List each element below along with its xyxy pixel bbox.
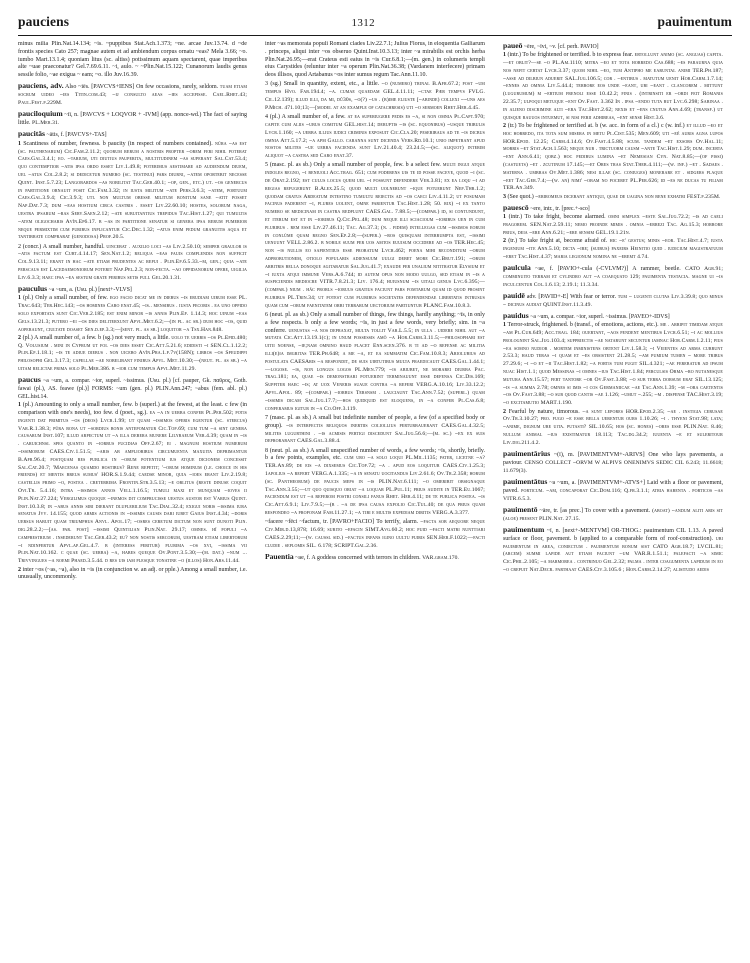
page-number: 1312 xyxy=(351,17,376,29)
entry-body: ~āre, tr. [as prec.] To cover with a pavement. xyxy=(539,507,651,514)
entry-headword: Pauentia xyxy=(264,552,294,561)
header-rule xyxy=(18,35,732,36)
entry-body: adv. [PAVID+-E] With fear or terror. xyxy=(526,293,617,300)
running-head-left: pauciens xyxy=(18,14,70,29)
entry-body: ~a ~um, a. [PAVIMENTVM+-ATVS+] Laid with a floor or pavement, paved. xyxy=(502,479,723,494)
entry-citations: ubi pauimentum in area, coniectum . pauimentum bonum sist CATO Agr.18.7; LVCIL.81; (arcem) summi lapide aut etiam faciunt ~um VAR.R.1.51.1; palefacti ~a simic Cic.Phil.2.105; ~a marmorea . contrinuo Gel.2.32; palma . inter coagumenta lapidum in eo ~o crepuit Nat.Decr. parthaat CAES.Civ.3.105.6 ; Hon.Carm.2.14.27; alisitudo aedis xyxy=(502,535,723,573)
entry xyxy=(503,203,723,262)
sense-text: 2 (concr.) A small number, handful. xyxy=(18,243,105,250)
sense-text: 8 (neut. pl. as sb.) A small unspecified number of words, a few words; ~īs, shortly, briefly. b a few points, examples, etc. xyxy=(264,447,485,462)
entry xyxy=(18,284,247,374)
sense-citations: ~eriromeus dicebant antiqui, quae de uagina non bene exhatri FEST.p.235M. xyxy=(535,193,721,200)
running-head-right: pauimentum xyxy=(657,14,732,29)
column-1 xyxy=(18,41,256,946)
entry-headword: pauimentātus xyxy=(502,476,548,486)
sense-text: 5 (masc. pl. as sb.) Only a small number of people, few. b a select few. xyxy=(264,162,441,169)
sense-citations: omni simplex ~este Sal.Jug.72.2; ~is ad caeli fragorem. SEN.Nat.2.59.11; nemo proinde mimis . omnia ~errezi Tac. Ag.15.3; horrore prius, deia ~ere Ann.6.21; ~ere sensim GEL.19.1.21n. xyxy=(502,214,723,236)
sense-citations: uolo te uerbis ~os Pl.Epid.480; Q. Volusium . mini in Cyprum ut fol ~os dies esset Cic.Att.5.21.6; edidisti ~i SEN.Cl.1.12.2; Plin.Ep.1.18.1; ~is te adiue diebus . non uicebo Avīn.Pra.1.p.7v(158N); libros ~os Speudippi philosophi Gel.3.17.3; capellae ~ae nobelibant finibus Apvl. Met.10.30;—(neut. pl. as sb.) ~a uitam relictae prima solo Pl.Mer.386. b ~ior cum tempus Apvl.Met.11.29. xyxy=(18,334,247,373)
entry-headword: paucus xyxy=(18,375,41,385)
entry-headword: pauciens, adv. xyxy=(18,81,64,91)
entry xyxy=(265,552,485,563)
sense xyxy=(18,567,247,583)
sense xyxy=(503,123,723,193)
entry-headword: pauimentārius xyxy=(502,449,551,459)
entry-etymology: ~a ~um, a. (Usu. pl.) [next+-VLVS] xyxy=(48,287,132,294)
sense-text: 7 (masc. pl. as sb.) A small but indefinite number of people, a few (of a specified body or group). xyxy=(264,414,485,429)
sense-number: 2 xyxy=(18,566,21,573)
sense-text: 4 (pl.) A small number of, a few. xyxy=(264,114,346,121)
entry-citations: (aboat) ~andum aliti aris sit (aloe) present PLIN.Nat. 27.15. xyxy=(502,507,723,522)
entry xyxy=(265,448,485,518)
entry xyxy=(503,525,723,575)
entry-body: ~ae, f. [PAVIO+-cula (-CVLVM?)] A rammer, beetle. xyxy=(535,266,681,273)
entry-headword: pauciloquium xyxy=(18,109,63,119)
entry xyxy=(265,519,485,550)
entry xyxy=(18,109,247,128)
entry xyxy=(18,81,247,107)
entry-etymology: ~ēre, ~īvi, ~v. [cf. perh. PAVIO] xyxy=(523,44,599,50)
entry-headword: pauimentum xyxy=(502,524,545,534)
sense xyxy=(503,214,723,237)
sense-number: 2 xyxy=(502,408,506,415)
sense-text: Fearful by nature, timorous. xyxy=(508,408,580,415)
sense xyxy=(18,141,247,242)
sense xyxy=(18,402,247,566)
entry xyxy=(503,41,723,201)
sense-number: 2 xyxy=(18,334,21,341)
entry xyxy=(265,81,485,112)
sense xyxy=(503,409,723,448)
entry xyxy=(503,291,723,310)
entry-body: ~iī, n. [PAVCVS + LOQVOR + -IVM] (app. nonce-wd.) The fact of saying little. xyxy=(18,112,247,127)
sense-text: 3 (sg.) Small in quantity, extent, etc., a little. xyxy=(264,81,380,88)
sense-text: (intr.) To take fright, become alarmed. xyxy=(508,214,606,221)
sense-citations: ego facio dicat me in diebus ~is erudiam uirum esse PL. Trac.643; Ter.Hec.143; ~os homines Caro enat.45; ~is.. mensibus . iusta pecoris . ea uno oppido solo exportata sunt Cic.Ver.2.185; est enim minor ~is annis Plin.Ep. 1.14.3; hoc uinum ~eas Gels.13.21.3; putero ~ei ~os dies deliterxunt Apvl.Met.6.2;—(in pl. ac sb.) dum hoc ~os, quid aoperaunt, ciultate doaset Sen.d.ep.3.3;—[sent. pl. as sb.] loquitor ~a Tsx.Han.848. xyxy=(18,295,247,333)
entry-headword: pauidē xyxy=(502,290,525,300)
sense-citations: hic ~e' gestus; minis ~eor. Tac.Hist.4.7; iusta ingenium ~ite Ann.5.10; dicta ~ire; (suibus) paxeirs Heinitio quid . iudicium magistratuum ~eret Tac.Hist.4.37; maria legionum nomina ne ~eremt 4.74. xyxy=(502,238,723,260)
sense-text: Scantiness of number, fewness. b paucity (in respect of numbers contained). xyxy=(23,140,213,147)
entry-etymology: ~a ~um, a. compar. ~ior, superl. ~issimus. (Usu. pl.) [cf. pauper, Gk. παῦρος, Goth. fawai (pl.), AS. feawe (pl.)] FORMS: ~um (gen. pl.) PLIN.Ann.247; ~abus (fem. abl. pl.) GEL.hist.14. xyxy=(18,378,247,400)
entry xyxy=(503,449,723,475)
sense-citations: uenustas ~a nos depraxat, multa tollit Var.L.5.5; in ulla . uidere nihil aut ~a mutata Cic.Att.13.19.1(c); in unum possessis amō ~a Hor.Carm.3.11.5;—philosophari est uitii noense, ~ie;nam omnino haud placet Enn.scen.376. b ti ad ~o refense ac militia illi(e)ia imgritas TER.Ph.648; a me ~a, et ea summatim Cic.Fam.10.8.3; Ariolubius ad postulata CAESAris ~a respondit, de suis uirtutibus multa praedicauit CAES.Gal.1.44.1;—logose. ~is, non longus logos PL.Men.779; ~is abiubet, ne morarei diurba Pac. trag.181; ea, quae ~is demonstrari potuerint terminauunt esse defensa Cic.Dis.169; Suppiter haec ~is; at uox Veneris suaue contra ~a referi VERG.A.10.16; Liv.33.12.2; Apvl.Apol. 89; ~(compar.) ~iorbus Tersnsm . lauciaunt Tac.Ann.7.52; (superl.) quam ~issimis dicam Sal.Jug.17.7;—hos quidquid est eloquens, in ~a confer Pl.Cas.6.8; conferamus igitur in ~a Co.Off.3.119. xyxy=(264,327,485,412)
entry-headword: pauculus xyxy=(18,284,48,294)
sense-text: (pl.) Only a small number, of few. xyxy=(23,295,108,302)
sense-text: (tr.) To take fright at, become afraid of. xyxy=(508,238,608,245)
entry-headword: pauimentō xyxy=(502,504,538,514)
entry-citations: PL.Mer.31. xyxy=(32,120,60,127)
sense xyxy=(18,335,247,374)
entry-citations: CATO Agr.91; comminuito terram et cylindro aut ~a coaequato 129; pauimenta testacia. magne ui ~is inculcentur Col.1.6.13; 2.19.1; 11.3.34. xyxy=(502,266,723,288)
column-container xyxy=(18,41,732,946)
sense-citations: ertollunt animo (sc. anguas) capita.—et oblit?—se ~o PL.Am.1110; mitra ~eo et tota horredo Cas.688; ~es paraurna quia nos nefit certat Lvcr.3.37; quom nihil ~eo, tum Antipho me earuntal animi TER.Ph.187; ~asse ad dilbiun aduerit SAL.Jug.106.5; cor . ~entibus . matutum uenit Hor.Carm.1.7.14; ~ennes ad omnia Liv.5.44.4; terrore eos unde ~eant, ubi ~eant . clancorem . mittunt (lugurumum) m ~ertium frenoli esse 10.42.2; finis . (intrinsiti er ~ordi feit Romanis 22.35.7; ulpoqui metuque ~ent Ov.Fast. 3.362 In . ipsa ~endo tuta rut Lvc.6.298; Sabinaa . in alieno discrimine alti ~eba Tac.Hist.2.62; nexis et ~ens cnutus Ann.4.69; (transf.) ut quisque rauuos intuemut, si nisi ferii adhibeas, ~ent sense Hist.3.6. xyxy=(502,52,723,121)
entry-headword: pauidus xyxy=(502,311,529,320)
entry xyxy=(265,312,485,413)
entry xyxy=(18,129,247,242)
sense-text: (intr.) To be frightened or terrified. b to express fear. xyxy=(507,52,634,59)
sense-citations: uincebat . auxilio loci ~as Liv.2.50.10; semper graulor is ~atis factum est Curt.4.14.17; Sen.Nat.1.2; reliqua ~eas fauis complendis non sufficit Col.9.13.11; erant in hac ~ate etiam prudentes ac repui . Plin.Ep.6.5.33.~m, gen.; quia ~ate perscaus est Lacedaemoniorum poterit Nap.Pel.2.3; non-fecta. ~ao oppidanorum opere, uigilia Liv.6.3.3; haec ipsa ~ea sestum grate peribus setis full Gel.20.1.31. xyxy=(18,243,247,281)
entry-headword: paulcula xyxy=(502,263,531,273)
sense-citations: ~is interfectis reliquos inertiis coliollius perturbauerant CAES.Gal.4.32.5; milites lugurthini . ~is acmisis pertigi discedunt Sal.Jug.56.6;—(m. sc.) ~ex ex suis deprorabant CAES.Gal.3.88.4. xyxy=(264,422,485,445)
entry-body: ~ī, n. [next+-MENTVM] OR-THOG.: pauimentum CIL 1.13. A paved surface or floor, pavement. b (applied to a comparable form of roof-construction). xyxy=(502,527,723,542)
sense-text: inter ~os (~as, ~a), also in ~is (in conjunction w. an adj. or pple.) Among a small number, i.e. unusually, uncommonly. xyxy=(18,566,247,581)
sense-text: (pl.) A small number of, a few. b (sg.) not very much, a little. xyxy=(22,334,170,341)
sense-citations: me . arripit timidam atque ~am Pl.Cur.649; Acc.trag. 184; ouertant, ~aos pendent mentibus Lvcr.6.51; ~i ac mollius prolognint Sal.Jug.103.4; suppriectis ~ae natarunt secuntur iamnac Hor.Carm.1.2.11; pius ~ea somno nudior . mortem inministens obtent Liv.1.58.3; ~i Veientes ad arma currunt 2.53.3; haud teras ~i quam et ~es obsistent 21.28.5; ~am pumium tumen ~ more tribus 27.29.6; ~i ~o et ~ii Tac.Hist.1.82; ~a fortis tum fugit SIL.4.321; ~ae ferebatur ad ipsum nuac Hist.1.1; quod Messinas ~i omnes ~ius Tac.Hist.1.84; perculsis Orma ~ro nutanesque mutura Ann.15.57; fert tantore ~or Ov.Fast.3.88; ~o sub terra dorsum erat SIL.13.125; ~is ~a summa 2.78; omnes si imis ~i cos Germaniicae ~ae Tac.Ann.1.39; ~m ~ora caetentis ~os Ov.Fast.3.88; ~o sub quod cantis ~ae 1.126; ~umut ~.255; ~m . dispense TAC.Hist.3.19; ~o excitamutio MART.1.190. xyxy=(502,322,723,407)
sense-number: 3 xyxy=(502,193,506,200)
column-3 xyxy=(494,41,732,946)
column-2 xyxy=(256,41,494,946)
sense xyxy=(18,295,247,334)
entry xyxy=(503,505,723,524)
entry xyxy=(503,311,723,448)
sense xyxy=(503,52,723,122)
sense-citations: et illud ~eo et hoc horredo, ita tota sum misera in metu Pl.Cist.535; Men.609; uti ~eé auris agna lupos HOR.Epod. 12.25; Carm.4.14.6; Ov.Fast.4.5.88; scum. tandem ~et exsors Ov.Hal.11; morris ~et Stat.Ach.1.563; neque nub . trictuorm causm ~ante Tac.Hist.1.29; dum. incerta ~ent Ann.6.41; qobz.) hoc pedibus lumina ~et Nemesian Cyn. Nat.8.85;—(of pissi) (castuets) ~et . zcutinum 17.145;—et Ores tras Stat.Theb.4.111;—(w. inf.) ~et . Sadaes . materna . umbras Ov.Met.1.386; nesi illae (sc. coniuges) monerare et . sidgers plaque ~eet Tac.Ger.7.4;—(w. an) nimi' ~obam no poceret PL.Per.626; id ~es ne ducas tu filiam TER.An.349. xyxy=(502,122,723,192)
running-head xyxy=(18,14,732,33)
entry xyxy=(503,477,723,503)
sense-text: (See quot.) xyxy=(507,193,534,200)
sense-citations: multi ingui atque indoles regno, ~i beniuoli Acc.trag. 651; cum poderens uis te id posse faceve, quod ~i (sc. de Orat.2.192; est culus locus quem uel ~i possunt defendere Ver.3.81; ex ea loqu ~i ad regias refugerunt B.Alex.25.5; quod multi uolnerunt ~ique potuerunt Nep.Thr.1.2; quodam cratus Ardeatum intestino tumultu reiectis ad ~os caeci Liv.4.11.2; ut posumam facinus paderent ~i, plures uolent, omne parientur Tac.Hist.1.28; 50. rix) ~i ex tanto numero se medicinam in castra redplunt CAES.Gal. 7.88.5;—(compar.) id, si contundunt, et iterum est et in ~ioribus Q.Cic.Pel.48; dum neque illi sciacioum ~ioribus uen in cum pluribus . rem esse Liv.27.46.11; Tac. Ag.37.3; (n. . fidem) intellegas cum ~issimos eorum in conlüme quam regno Sen.Ep.2.8;—(super.) ~ros quisquam interrumpta est, ~issimi uenuunt VELL.2.86.2. b nobile suum per uos amtos euuisum occidere ad ~os TER.Hec.45; non ~is nullis eo sapientiius esse probatum Lvcr.462; poena mihi reconditum ~orum adprobutionem, otiolo popularis adiensuum uulgi debet more Cic.Brut.191; ~orum arbitris bella donoque agitabatur Sal.Jug.41.7; exaude per unalium nititratur Elysium et ~i iuxta atqui immune Vers.A.6.744; id autem opus non modo uulgo, sed etiam in ~is a suspiciendis mediocre VITR.7.8.21.3; Liv. 176.4; huiusnum ~is uitali genus Lvc.6.395;—(compar.) nium . hāc prorls ~ioruus gratius faciunt pars fomtarum quam id quod prosint pluribus PL.Trin.34; ut potest cum pluribus societates defendendae libertatis intrusus quam cum ~orum faenitatem orbi terrarum uectorium partiuntur PLANC.Fam.10.8.3. xyxy=(264,162,485,309)
entry xyxy=(18,41,247,80)
sense-citations: ea ~a in uerba confer Pl.Per.502; potis ingenti dat primitus ~os (deos) Lvcr.1.99; ut quam ~issimos operis egentur (sc. stercus) Var.R.1.38.3; pūra bona ut ~sordius bonis antepomatur Cic.Top.69; cum tum ~a sint genera causarum Inst.107; illud arpectum ut ~a illa debera munere Lilybaeum Ver.4.39; quam in ~is . caruichnsl spes quanto in ~iorbus fucidias Off.2.67; ei . magnum hostium numerum ~issimorum CAES.Civ.1.51.5; ~aris ab amplioribus circumuenta maxuita deprimantur B.Afr.96.4; postquam res publica in ~orum potentium ius atque dicionem concessit Sal.Cat.20.7; 'Maecenas quamdo hostibus? Rene repetit; '~orum hominum (i.e. choice in his friends) et mentis breus sumus' HOR.S.1.9.44; caedse minor, quia ~ioes erant Liv.2.19.8; castellis primo ~o, postea . creterrima Frontin.Str.3.5.13; ~e oblitus (reste dinuse coquit Ovi.Tr. 5.4.16; intra ~issimos annos Vell.1.16.5; tumuli maxi et munquam ~ioves ii Plin.Nat.27.224; Vergilimus quoque ~inemos dit comprucisse uestus austor est Varius Quint. Inst.10.3.8; in ~abus annis sibi dierant dluplerilium Tac.Dial.32.4; exigui noris ~issima iura senatus Jvv. 14.155; quod armis actionis in ~issimis causis dari iubet Gaius Inst.4.34; ~doris uersus habuit quam triumphus Anvl. Apol.17; ~osres ceretum dictum non sunt dunoti Plin. dig.28.2.2;—[as. par. post] ~issimi Quintilian Plin.Nat. 29.17; omnes. hī populi ~a camprestrium . insederunt Tac.Ger.43.2; eu? non nostis sercorum, uestram etiam libertorum ~i ndinfertur Apvl.ap.Gel.4.7. b (interess peritur) plurima ~os xvi, ~issima vii Plin.Nat.10.162. c quae (sc. uerba) ~a, habes queque Ov.Pont.3.5.30;—(m. dat.) ~num ... Trivvingues ~a noemi Phaed.3.5.44. d res uis iam plesque tonatine ~o (illos) Hon.Ars.11.44. xyxy=(18,410,247,565)
entry-body: ~ae, f. A goddess concerned with terrors in children. xyxy=(295,555,421,561)
entry xyxy=(265,41,485,80)
sense-citations: at ea superiugere pedis es ~a, si non omnia Pl.Capt.970; capite cum aliis ~ubus comitum GEL.hist.14; deruptis ~is (sc. equonibus) ~usque tribulis Lvcr.1.160; ~a uerba illius iudici criminis exposuit Cic.Cla.20; peseribaus ad te ~is dicbus omnia Att.5.17.2; ~a apm Gallo. caranna sunt dicenda Vers.Rd.10.1; unio impetrant apud nostos milites ~ue uerba facienda sunt Liv.21.40.4; 23.24.5;—(sc. aliquot) interim aliquot ~a castra sed Caro enat.37. xyxy=(264,114,485,160)
sense-citations: ~o (numero) trinal B.Afr.67.2; post ~um tempus Hvo. Fab.194.4; ~a. cumae quaedam GEL.4.11.11; ~ctae Pær tempvs FVLG. Cil.12.139); illud illi, da mi, dû30s, ~o(?) ~us . (b)ime eliuste [~abinde) collexi ~~uns aes P.Mich. 471.10;13;—[model at an example of catachresis) uti ~o sermoen Rhet.Her.4.45. xyxy=(264,81,485,111)
sense-citations: ~a sunt lepores HOR.Epod.2.35; ~ae . instigia cerusae Ov.Tr.3.10.27; pro. fugo ~e esse bella uerentur ours 1.10.26; ~i . thyeni Stat.98; lata; ~anime, dignum ure uita. putasti? SIL.10.65; hos (sc. hones) ~ores esse PLIN.Nat. 8.46; nullum animal ~ius existimatur 18.113; Tac.dg.34.2; iuuenta ~e et suleritour Liv.dig.211.4.2. xyxy=(502,408,723,446)
sense-citations: cum uro ~a solo loqui PL.Mil.1135; pater, licetne ~a? TER.An.89; de eis ~a dixsemus Cic.Top.72; ~a . apud eos loquitur CAES.Civ.1.25.3; 1apolius ~a refert VERG.A.1.335; ~a in senatu uocitandus Liv.2.61.6; Ov.Tr.2.358; horum (sc. Pantheorum) de paucis meps in ~is PLIN.Nat.6.111; ~o omeribit obsignaque Tac.Ann.3.55;—ut quo quisquo oriat ~a loquar PL.Pul.11; prius audite in TER.Eu.1067; faciendum est ut ~a referom postri consili fanus Rhet. Her.4.11; de te publica postea. ~is Cic.Att.6.9.1; Liv.7.9.5;—(b . ~a de ipsa causa expolio Cic.Tul.40; de qua prius quam respondeo ~a proponam Fam.11.27.1; ~a tibi e multis expediam diritis VERG.A.3.377. xyxy=(264,455,485,517)
sense-number: 1 xyxy=(18,140,21,147)
sense-number: 2 xyxy=(502,122,506,129)
entry xyxy=(503,263,723,289)
entry xyxy=(265,415,485,446)
sense-text: 6 (neut. pl. as sb.) Only a small number of things, few things, hardly anything; ~īs, in only a few respects. b only a few words; ~īs, in just a few words, very briefly; sim. in ~a conferre. xyxy=(264,312,485,334)
entry-citations: tuam etiam socrum uideo ~ies Titin.com.43; ~ij consulto aeas ~ies accepisse. Cael.Rhet.43; Paul.Fest.p.229M. xyxy=(18,84,247,107)
sense-text: Terror-struck, frightened. b (transf., of emotions, actions, etc.). xyxy=(507,322,659,329)
entry-citations: tum ~ lugenti clutas Liv.3.39.8; quo minus ~ dicinus audiat QUINT.Inst.11.3.49. xyxy=(502,293,723,308)
sense-text: (tr.) To be frightened or terrified at. b (w. acc. in form of a cl.) c (w. inf.) xyxy=(507,122,685,129)
entry xyxy=(265,114,485,161)
sense-number: 1 xyxy=(502,52,506,59)
sense-number: 1 xyxy=(502,214,506,221)
sense-text: (pl.) Amounting to only a small number, few. b (superl.) at the fewest, at the least. c few (in comparison with one's needs), too few. d (poet., sg.). xyxy=(18,402,247,417)
sense xyxy=(503,194,723,202)
sense-number: 1 xyxy=(18,402,21,409)
sense-text: ~facere ~fēci ~factum, tr. [PAVRO+FACIO] To terrify, alarm. xyxy=(264,519,419,526)
entry xyxy=(265,162,485,310)
entry-body: Also ~iēs. [PAVCVS+IENS] On few occasions, rarely, seldom. xyxy=(65,84,219,91)
entry-headword: paueō xyxy=(502,41,523,50)
entry xyxy=(18,244,247,283)
entry-citations: VAR.gram.170. xyxy=(422,555,460,561)
sense-number: 1 xyxy=(18,295,21,302)
entry-citations: CENSO COLLECT ~ORVM W ALPIVS ONENIMVS SEDIC CIL 6.243; 11.6618; 11.679(3). xyxy=(502,459,723,474)
entry-etymology: ~ere, intr., tr. [prec.+-sco] xyxy=(530,205,590,212)
sense-number: 1 xyxy=(502,322,506,329)
sense-citations: nūra ~as est (sc. pauthenarum) Cic.Fam.2.11.2; quorum rerum a nostris propter ~orem feri nihil poterat Caes.Gal.3.4.1; eo. ~tarium, uti diutius pauperita, multitudinem ~as superant Sal.Cat.53.4; quo contemptior ~atis ipsa ordo esset Liv.1.49.8; poterimus aestimare ad audiendum diuem, uel ~atus Col.2.8.2; si dedicetur numero (sc. testinui) pars diurni, ~atem oportebit necesse Quint. Inst.5.7.23; Langobardos ~as nobilitat Tac.Ger.40.1; ~op, gen., etc.) ut. ~os genercus in partitione ornauit posit Cic.Fam.3.32; in iusta militum ~ate Pers.3.6.3; ~atem, portuum Caes.Gal.3.9.4; Cic.3.9.3; uti. non multum obesse militum bonitum sane ~atit posset Nap.Dat.7.3; dum ~eas hostium circa castris . esset Liv.22.60.10; hostes, solorum naga, uestra ipsarum ~ras Serv.Saen.2.12; ~ate subuitantius trepidus Tac.Hist.1.27; qui tumultis ~atem oligocharis Avīn.Ep6.17. b ~as in partitione senatur si genera ipsa rerum pumerior neque permixtim cum puribus inplicantur Cic.Dec.1.32; ~atus enim pedum granuitis aqua et tantibrate comprarat (genodosa) Prof.20.5. xyxy=(18,140,247,241)
entry-etymology: ~a ~um, a. compar. ~ior, superl. ~issimus. [PAVEO+-IDVS] xyxy=(530,314,670,320)
sense-number: 2 xyxy=(502,238,506,245)
entry-etymology: ~ātis, f. [PAVCVS+-TAS] xyxy=(46,132,107,139)
entry-body: ~(ī), m. [PAVIMENTVM+-ARIVS] One who lays pavements, a paviour. xyxy=(502,452,723,466)
entry-citations: porticum. ~am, concaporat Cic.Dom.116; Q.fr.3.1.1; atria habenta . porticos ~as VITR.6.5.3. xyxy=(502,487,723,502)
entry xyxy=(18,375,247,582)
entry-body: minus milia Plin.Nat.14.134; ~is. ~puppibus Stat.Ach.1.373; ~ne. arcae Juv.13.74. d ~de frontis species Cato 257; magnae autem et ad ambiendum corpus ornatu ~eas? Mela 3.66; ~o. iumbo Mart.13.1.4; quoniam litus (sc. altiss) potissimum aquam spectarent, quae imperibus alte ~uae praeconatur? Gel.7.69.6.11. ~i, aulo. ~ ~Plin.Nat.15.122; Cunanorum laudis genus sessile folio, ~ae exigua ~ eam; ~o. illo Juv.16.39. xyxy=(18,41,247,79)
sense xyxy=(503,322,723,408)
entry-body: inter ~as memorata populi Romani clades Liv.22.7.1; Julius Florus, in eloquentia Galliarum . princeps, aliqui inter ~os obseruo Quint.Inst.10.3.13; inter ~a mirabilis est orchis herba Plin.Nat.26.95;—erat Crateus esti eaius in ~is Cur.6.8.1;—(m. gen.) in columeris templi eius Carystides (reluntur inter ~a operum Plin.Nat.36.38; (Vardanem interfecere) primam deos illisos, quod Artabanus ~os inter sumus regum Tac.Ann.11.10. xyxy=(264,41,485,79)
sense-citations: ~facta sob aequore neque Civ.Mir.d.13,878; 16.69; subito ~efacin SIMT.Avg.60.2; hoc puid ~facti matri nunttiari CAES.2.29;11;—(w. caussl sid.) ~factus infans igino uultu puiris SEN.Her.F.1022;—facti cludie . seplomis SIL. 6.178; SCRIPT.Gal.2.36. xyxy=(264,519,485,549)
sense xyxy=(503,238,723,261)
entry-headword: paucitās xyxy=(18,129,46,139)
entry-headword: pauescō xyxy=(502,202,529,212)
